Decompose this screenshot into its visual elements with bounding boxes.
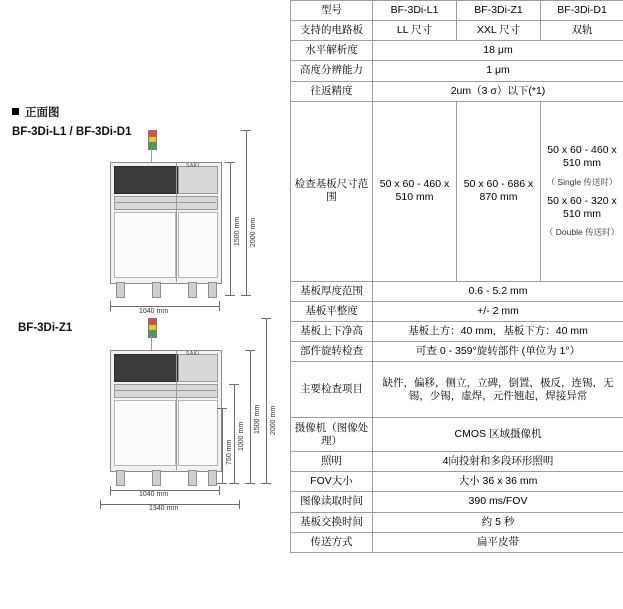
row-value: 1 μm — [373, 61, 623, 81]
row-value: BF-3Di-Z1 — [457, 1, 541, 21]
lower-door-panel — [114, 400, 176, 466]
monitor-panel — [114, 166, 178, 194]
upper-right-panel — [178, 354, 218, 382]
row-value: 扁平皮带 — [373, 532, 623, 552]
dimension-label-outer-height: 2000 mm — [250, 217, 257, 247]
table-row — [291, 512, 623, 532]
table-row — [291, 1, 623, 21]
table-row — [291, 472, 623, 492]
lower-door-panel — [114, 212, 176, 278]
table-row — [291, 301, 623, 321]
row-value: 大小 36 x 36 mm — [373, 472, 623, 492]
conveyor-band — [114, 196, 218, 210]
dimension-label-inner-height: 1500 mm — [254, 404, 261, 434]
row-value: BF-3Di-L1 — [373, 1, 457, 21]
machine-drawing-bf3di-z1 — [100, 318, 300, 512]
table-row — [291, 452, 623, 472]
row-value: 4向投射和多段环形照明 — [373, 452, 623, 472]
row-value: 缺件，偏移，侧立，立碑，倒置，极反，连锡，无锡，少锡，虚焊，元件翘起，焊接异常 — [373, 362, 623, 418]
dimension-line-inner-height — [230, 162, 231, 296]
row-value: 0.6 - 5.2 mm — [373, 281, 623, 301]
machine-leg — [116, 282, 125, 298]
row-value: XXL 尺寸 — [457, 21, 541, 41]
row-label: 基板厚度范围 — [291, 281, 373, 301]
board-size-single-value: 50 x 60 - 460 x 510 mm — [547, 144, 617, 170]
row-value: 390 ms/FOV — [373, 492, 623, 512]
machine-leg — [188, 470, 197, 486]
table-row — [291, 342, 623, 362]
row-label: 传送方式 — [291, 532, 373, 552]
table-row — [291, 321, 623, 341]
table-row — [291, 41, 623, 61]
dimension-line-outer-height — [266, 318, 267, 484]
row-value: 2um（3 σ）以下(*1) — [373, 81, 623, 101]
table-row — [291, 101, 623, 281]
table-row — [291, 81, 623, 101]
dimension-line-outer-height — [246, 130, 247, 296]
lower-right-panel — [178, 400, 218, 466]
table-row — [291, 492, 623, 512]
row-label: 检查基板尺寸范围 — [291, 101, 373, 281]
machine-leg — [152, 470, 161, 486]
machine-illustrations-panel — [0, 0, 290, 609]
brand-logo: SAKI — [186, 163, 200, 169]
row-label: 往返精度 — [291, 81, 373, 101]
row-label: 支持的电路板 — [291, 21, 373, 41]
dimension-label-width: 1040 mm — [139, 308, 169, 315]
row-label: 型号 — [291, 1, 373, 21]
machine-leg — [152, 282, 161, 298]
table-row — [291, 61, 623, 81]
row-label: 基板平整度 — [291, 301, 373, 321]
front-view-heading — [12, 104, 60, 120]
model-group-2-label: BF-3Di-Z1 — [18, 322, 73, 334]
brand-logo: SAKI — [186, 351, 200, 357]
row-label: 摄像机（图像处理） — [291, 418, 373, 452]
machine-leg — [208, 470, 217, 486]
row-value-compound — [541, 101, 623, 281]
row-value: 18 μm — [373, 41, 623, 61]
row-value: 双轨 — [541, 21, 623, 41]
dimension-label-outer-height: 2000 mm — [270, 405, 277, 435]
dimension-line-height-750 — [222, 408, 223, 484]
dimension-label-width-inner: 1040 mm — [139, 491, 169, 498]
table-row — [291, 21, 623, 41]
upper-right-panel — [178, 166, 218, 194]
row-value: 50 x 60 - 686 x 870 mm — [457, 101, 541, 281]
row-label: 照明 — [291, 452, 373, 472]
table-row — [291, 532, 623, 552]
row-label: 图像读取时间 — [291, 492, 373, 512]
row-value: 基板上方：40 mm，基板下方：40 mm — [373, 321, 623, 341]
row-label: 高度分辨能力 — [291, 61, 373, 81]
dimension-label-width-outer: 1340 mm — [149, 505, 179, 512]
row-label: 部件旋转检查 — [291, 342, 373, 362]
dimension-label-height-750: 750 mm — [226, 439, 233, 465]
front-view-heading-label: 正面图 — [25, 107, 60, 119]
row-label: FOV大小 — [291, 472, 373, 492]
row-value: CMOS 区域摄像机 — [373, 418, 623, 452]
square-bullet-icon — [12, 108, 19, 115]
table-row — [291, 418, 623, 452]
model-group-1-label: BF-3Di-L1 / BF-3Di-D1 — [12, 126, 132, 138]
machine-leg — [188, 282, 197, 298]
table-row — [291, 362, 623, 418]
row-value: 可查 0 - 359°旋转部件 (单位为 1°） — [373, 342, 623, 362]
board-size-double-note: （ Double 传送时） — [544, 227, 620, 238]
dimension-label-height-1000: 1000 mm — [238, 421, 245, 451]
machine-leg — [208, 282, 217, 298]
row-label: 基板交换时间 — [291, 512, 373, 532]
lower-right-panel — [178, 212, 218, 278]
row-value: LL 尺寸 — [373, 21, 457, 41]
machine-drawing-bf3di-l1-d1 — [100, 130, 280, 315]
board-size-single-note: （ Single 传送时） — [546, 176, 618, 187]
monitor-panel — [114, 354, 178, 382]
table-row — [291, 281, 623, 301]
board-size-double-value: 50 x 60 - 320 x 510 mm — [547, 195, 617, 221]
row-value: +/- 2 mm — [373, 301, 623, 321]
specifications-table — [290, 0, 623, 553]
dimension-line-height-1000 — [234, 384, 235, 484]
row-label: 主要检查项目 — [291, 362, 373, 418]
machine-leg — [116, 470, 125, 486]
row-label: 水平解析度 — [291, 41, 373, 61]
dimension-line-width — [110, 306, 220, 307]
row-label: 基板上下净高 — [291, 321, 373, 341]
row-value: 约 5 秒 — [373, 512, 623, 532]
row-value: BF-3Di-D1 — [541, 1, 623, 21]
dimension-line-inner-height — [250, 350, 251, 484]
dimension-label-inner-height: 1500 mm — [234, 216, 241, 246]
row-value: 50 x 60 - 460 x 510 mm — [373, 101, 457, 281]
conveyor-band — [114, 384, 218, 398]
